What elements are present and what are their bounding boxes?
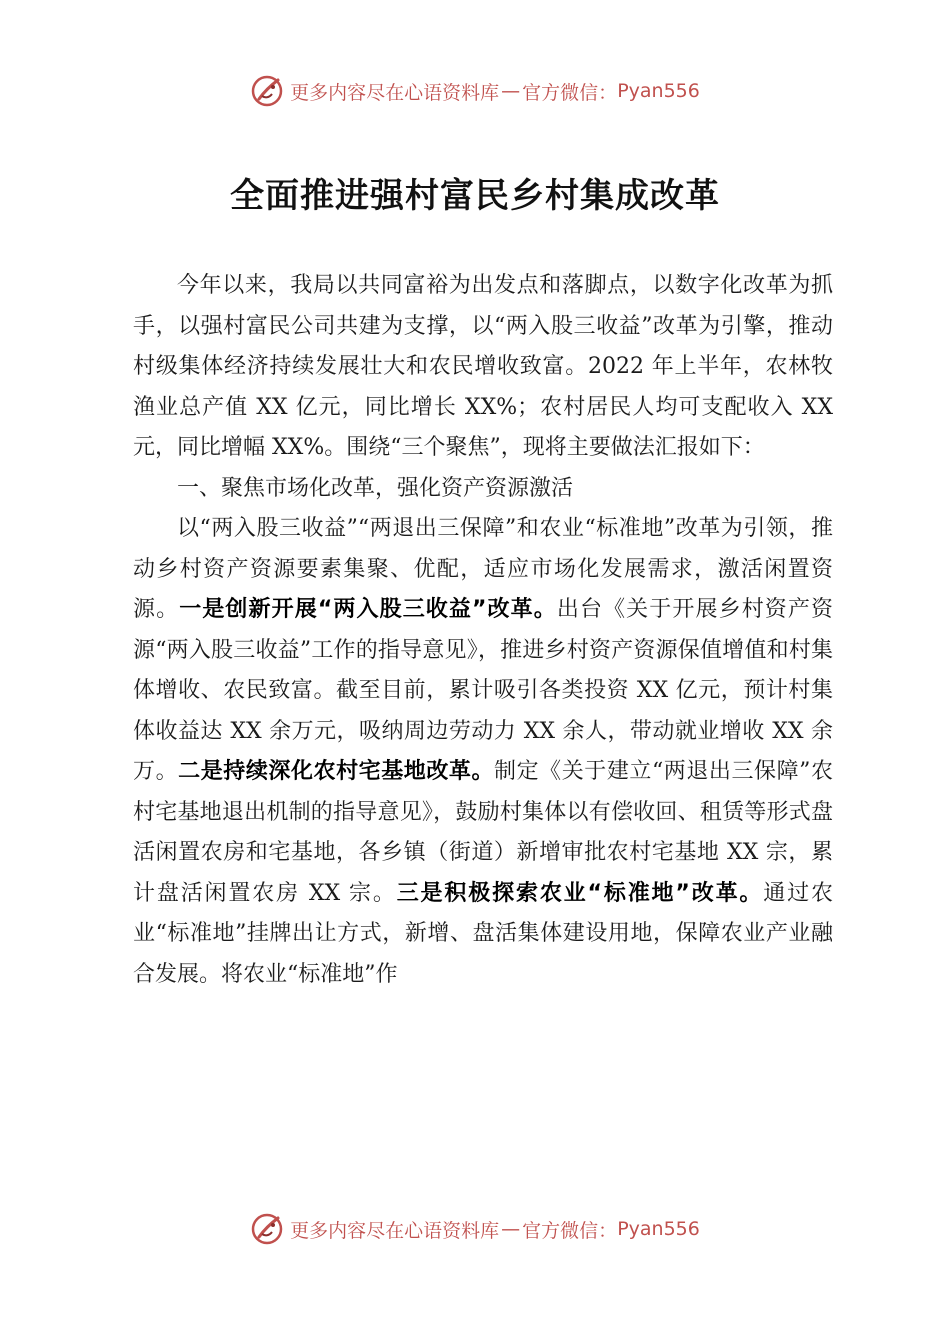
- section-paragraph: [133, 509, 833, 995]
- watermark-text: 更多内容尽在心语资料库: [290, 81, 500, 104]
- watermark-contact-id: Pyan556: [617, 80, 700, 102]
- intro-paragraph: 今年以来，我局以共同富裕为出发点和落脚点，以数字化改革为抓手，以强村富民公司共建为支撑，以“两入股三收益”改革为引擎，推动村级集体经济持续发展壮大和农民增收致富。2022 年上半年，农林牧渔业总产值 XX 亿元，同比增长 XX%；农村居民人均可支配收入 XX 元，同比增幅 XX%。围绕“三个聚焦”，现将主要做法汇报如下：: [133, 273, 833, 460]
- section-lead: 以“两入股三收益”“两退出三保障”和农业“标准地”改革为引领，推动乡村资产资源要素集聚、优配，适应市场化发展需求，激活闲置资源。: [133, 516, 833, 622]
- point-one-title: 一是创新开展“两入股三收益”改革。: [179, 597, 557, 622]
- watermark-contact-label: 官方微信：: [522, 1219, 618, 1242]
- watermark-header: [0, 74, 950, 108]
- brush-logo-icon: [250, 74, 284, 108]
- point-two-text: 制定《关于建立“两退出三保障”农村宅基地退出机制的指导意见》，鼓励村集体以有偿收回、租赁等形式盘活闲置农房和宅基地，各乡镇（街道）新增审批农村宅基地 XX 宗，累计盘活闲置农房 XX 宗。: [133, 759, 833, 906]
- document-title: 全面推进强村富民乡村集成改革: [230, 176, 720, 216]
- point-two-title: 二是持续深化农村宅基地改革。: [178, 759, 495, 784]
- document-body: [133, 266, 833, 995]
- watermark-contact-label: 官方微信：: [522, 81, 618, 104]
- brush-logo-icon: [250, 1212, 284, 1246]
- point-three-text: 通过农业“标准地”挂牌出让方式，新增、盘活集体建设用地，保障农业产业融合发展。将农业“标准地”作: [133, 880, 833, 987]
- watermark-separator: —: [501, 1218, 521, 1240]
- point-three-title: 三是积极探索农业“标准地”改革。: [396, 880, 764, 906]
- watermark-footer: [0, 1212, 950, 1246]
- watermark-separator: —: [501, 80, 521, 102]
- section-heading: 一、聚焦市场化改革，强化资产资源激活: [177, 475, 574, 501]
- point-one-text: 出台《关于开展乡村资产资源“两入股三收益”工作的指导意见》，推进乡村资产资源保值增值和村集体增收、农民致富。截至目前，累计吸引各类投资 XX 亿元，预计村集体收益达 XX 余万元，吸纳周边劳动力 XX 余人，带动就业增收 XX 余万。: [133, 597, 833, 784]
- watermark-contact-id: Pyan556: [617, 1218, 700, 1240]
- watermark-text: 更多内容尽在心语资料库: [290, 1219, 500, 1242]
